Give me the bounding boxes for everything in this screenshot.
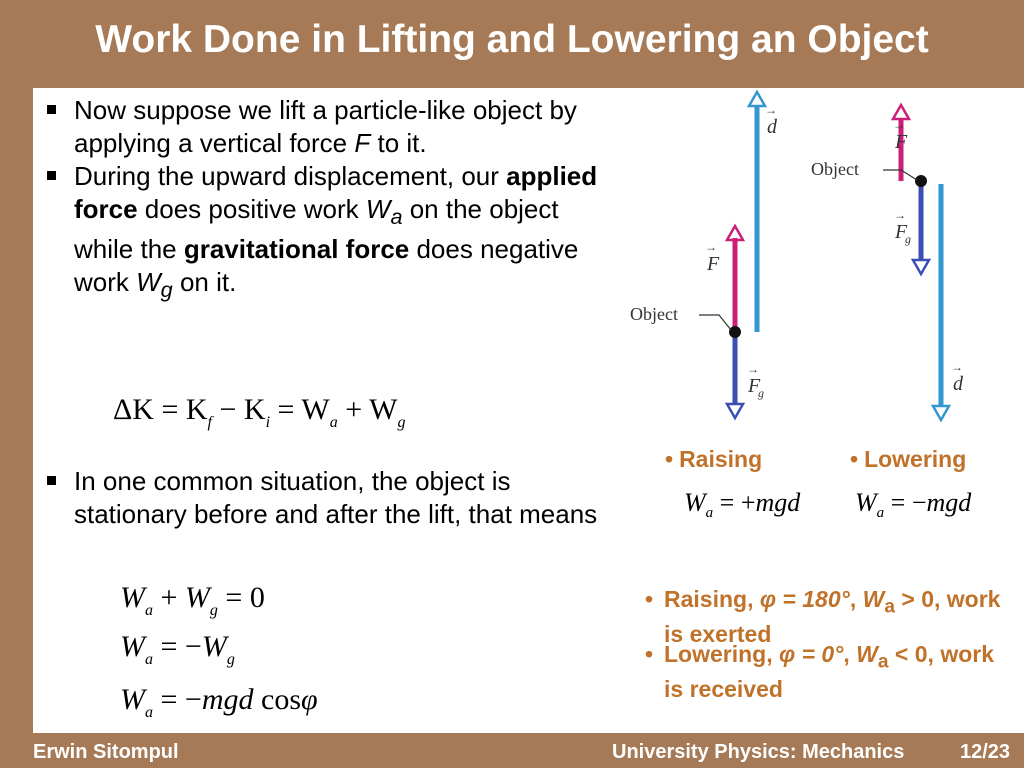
raising-heading-text: Raising	[679, 446, 763, 472]
footer-page-number: 12/23	[960, 741, 1011, 763]
lowering-note	[645, 641, 1015, 703]
bullet-2-text-2: does positive work	[137, 194, 366, 224]
bullet-2-text: During the upward displacement, our	[74, 161, 507, 191]
lowering-note-W: W	[856, 641, 878, 667]
bullet-1-tail: to it.	[370, 128, 427, 158]
slide-title: Work Done in Lifting and Lowering an Object	[95, 18, 929, 61]
lowering-F-label: F	[895, 131, 908, 153]
lowering-d-arrow-icon: →	[951, 360, 963, 374]
lowering-Fg-subscript: g	[905, 232, 911, 246]
lowering-force-head	[893, 105, 909, 119]
raising-displacement-head	[749, 92, 765, 106]
lowering-note-tail: < 0, work is received	[664, 641, 995, 702]
bullet-1-text: Now suppose we lift a particle-like object by applying a vertical force	[74, 95, 577, 158]
bullet-dot-icon: •	[645, 586, 654, 612]
raising-note-text: Raising,	[664, 586, 760, 612]
footer-course: University Physics: Mechanics	[612, 741, 905, 763]
work-subscript-a: a	[390, 204, 403, 230]
work-subscript-g: g	[160, 277, 173, 303]
bullet-2-text-3: on the object while the	[74, 194, 559, 265]
gravitational-force-term: gravitational force	[183, 234, 410, 265]
lowering-Fg-label: F	[895, 221, 908, 243]
raising-Fg-arrow-icon: →	[747, 362, 759, 376]
applied-force-term: applied force	[74, 161, 598, 224]
bullet-2-text-4: does negative work	[74, 234, 579, 298]
raising-object-dot	[729, 326, 741, 338]
lowering-note-comma: ,	[843, 641, 857, 667]
content-panel	[33, 88, 1024, 733]
equation-sum-zero: $W_a + W_g = 0$	[120, 581, 265, 619]
raising-object-leader	[699, 315, 731, 330]
raising-Fg-subscript: g	[758, 386, 764, 400]
bullet-2-tail: on it.	[172, 267, 237, 298]
footer-author: Erwin Sitompul	[33, 741, 179, 763]
raising-Fg-label: F	[748, 375, 761, 397]
lowering-heading-text: Lowering	[864, 446, 967, 472]
work-symbol-g: W	[136, 267, 161, 298]
lowering-work-equation: $W_a = -mgd$	[855, 488, 972, 521]
raising-d-arrow-icon: →	[765, 103, 777, 117]
lowering-note-angle: φ = 0°	[779, 641, 844, 667]
equation-wa-neg-wg: $W_a = -W_g$	[120, 630, 235, 668]
lowering-d-label: d	[953, 373, 963, 395]
lowering-note-text: Lowering,	[664, 641, 779, 667]
force-symbol: F	[354, 128, 371, 158]
raising-heading: • Raising	[665, 446, 763, 472]
lowering-note-sub: a	[877, 651, 889, 673]
raising-note-angle: φ = 180°	[759, 586, 850, 612]
raising-note-sub: a	[884, 596, 895, 618]
raising-note-W: W	[862, 586, 885, 612]
bullet-3-text: In one common situation, the object is stationary before and after the lift, that means	[74, 466, 598, 529]
raising-force-head	[727, 226, 743, 240]
raising-F-arrow-icon: →	[705, 240, 717, 254]
lowering-heading: • Lowering	[850, 446, 967, 472]
lowering-Fg-arrow-icon: →	[894, 208, 906, 222]
work-symbol-a: W	[365, 194, 391, 224]
lowering-displacement-head	[933, 406, 949, 420]
raising-object-label: Object	[630, 304, 678, 324]
lowering-object-label: Object	[811, 159, 859, 179]
raising-note-comma: ,	[849, 586, 863, 612]
raising-gravity-head	[727, 404, 743, 418]
bullet-dot-icon: •	[645, 641, 654, 667]
raising-F-label: F	[707, 253, 720, 275]
raising-work-equation: $W_a = +mgd$	[684, 488, 801, 521]
equation-wa-mgd-cos: $W_a = -mgd$ cosφ	[120, 683, 318, 721]
equation-delta-k: $\Delta K = K_f - K_i = W_a + W_g$	[113, 393, 406, 431]
raising-note	[645, 586, 1015, 648]
lowering-gravity-head	[913, 260, 929, 274]
lowering-object-dot	[915, 175, 927, 187]
lowering-F-arrow-icon: →	[893, 118, 905, 132]
raising-note-tail: > 0, work is exerted	[664, 586, 1001, 647]
raising-d-label: d	[767, 116, 777, 138]
